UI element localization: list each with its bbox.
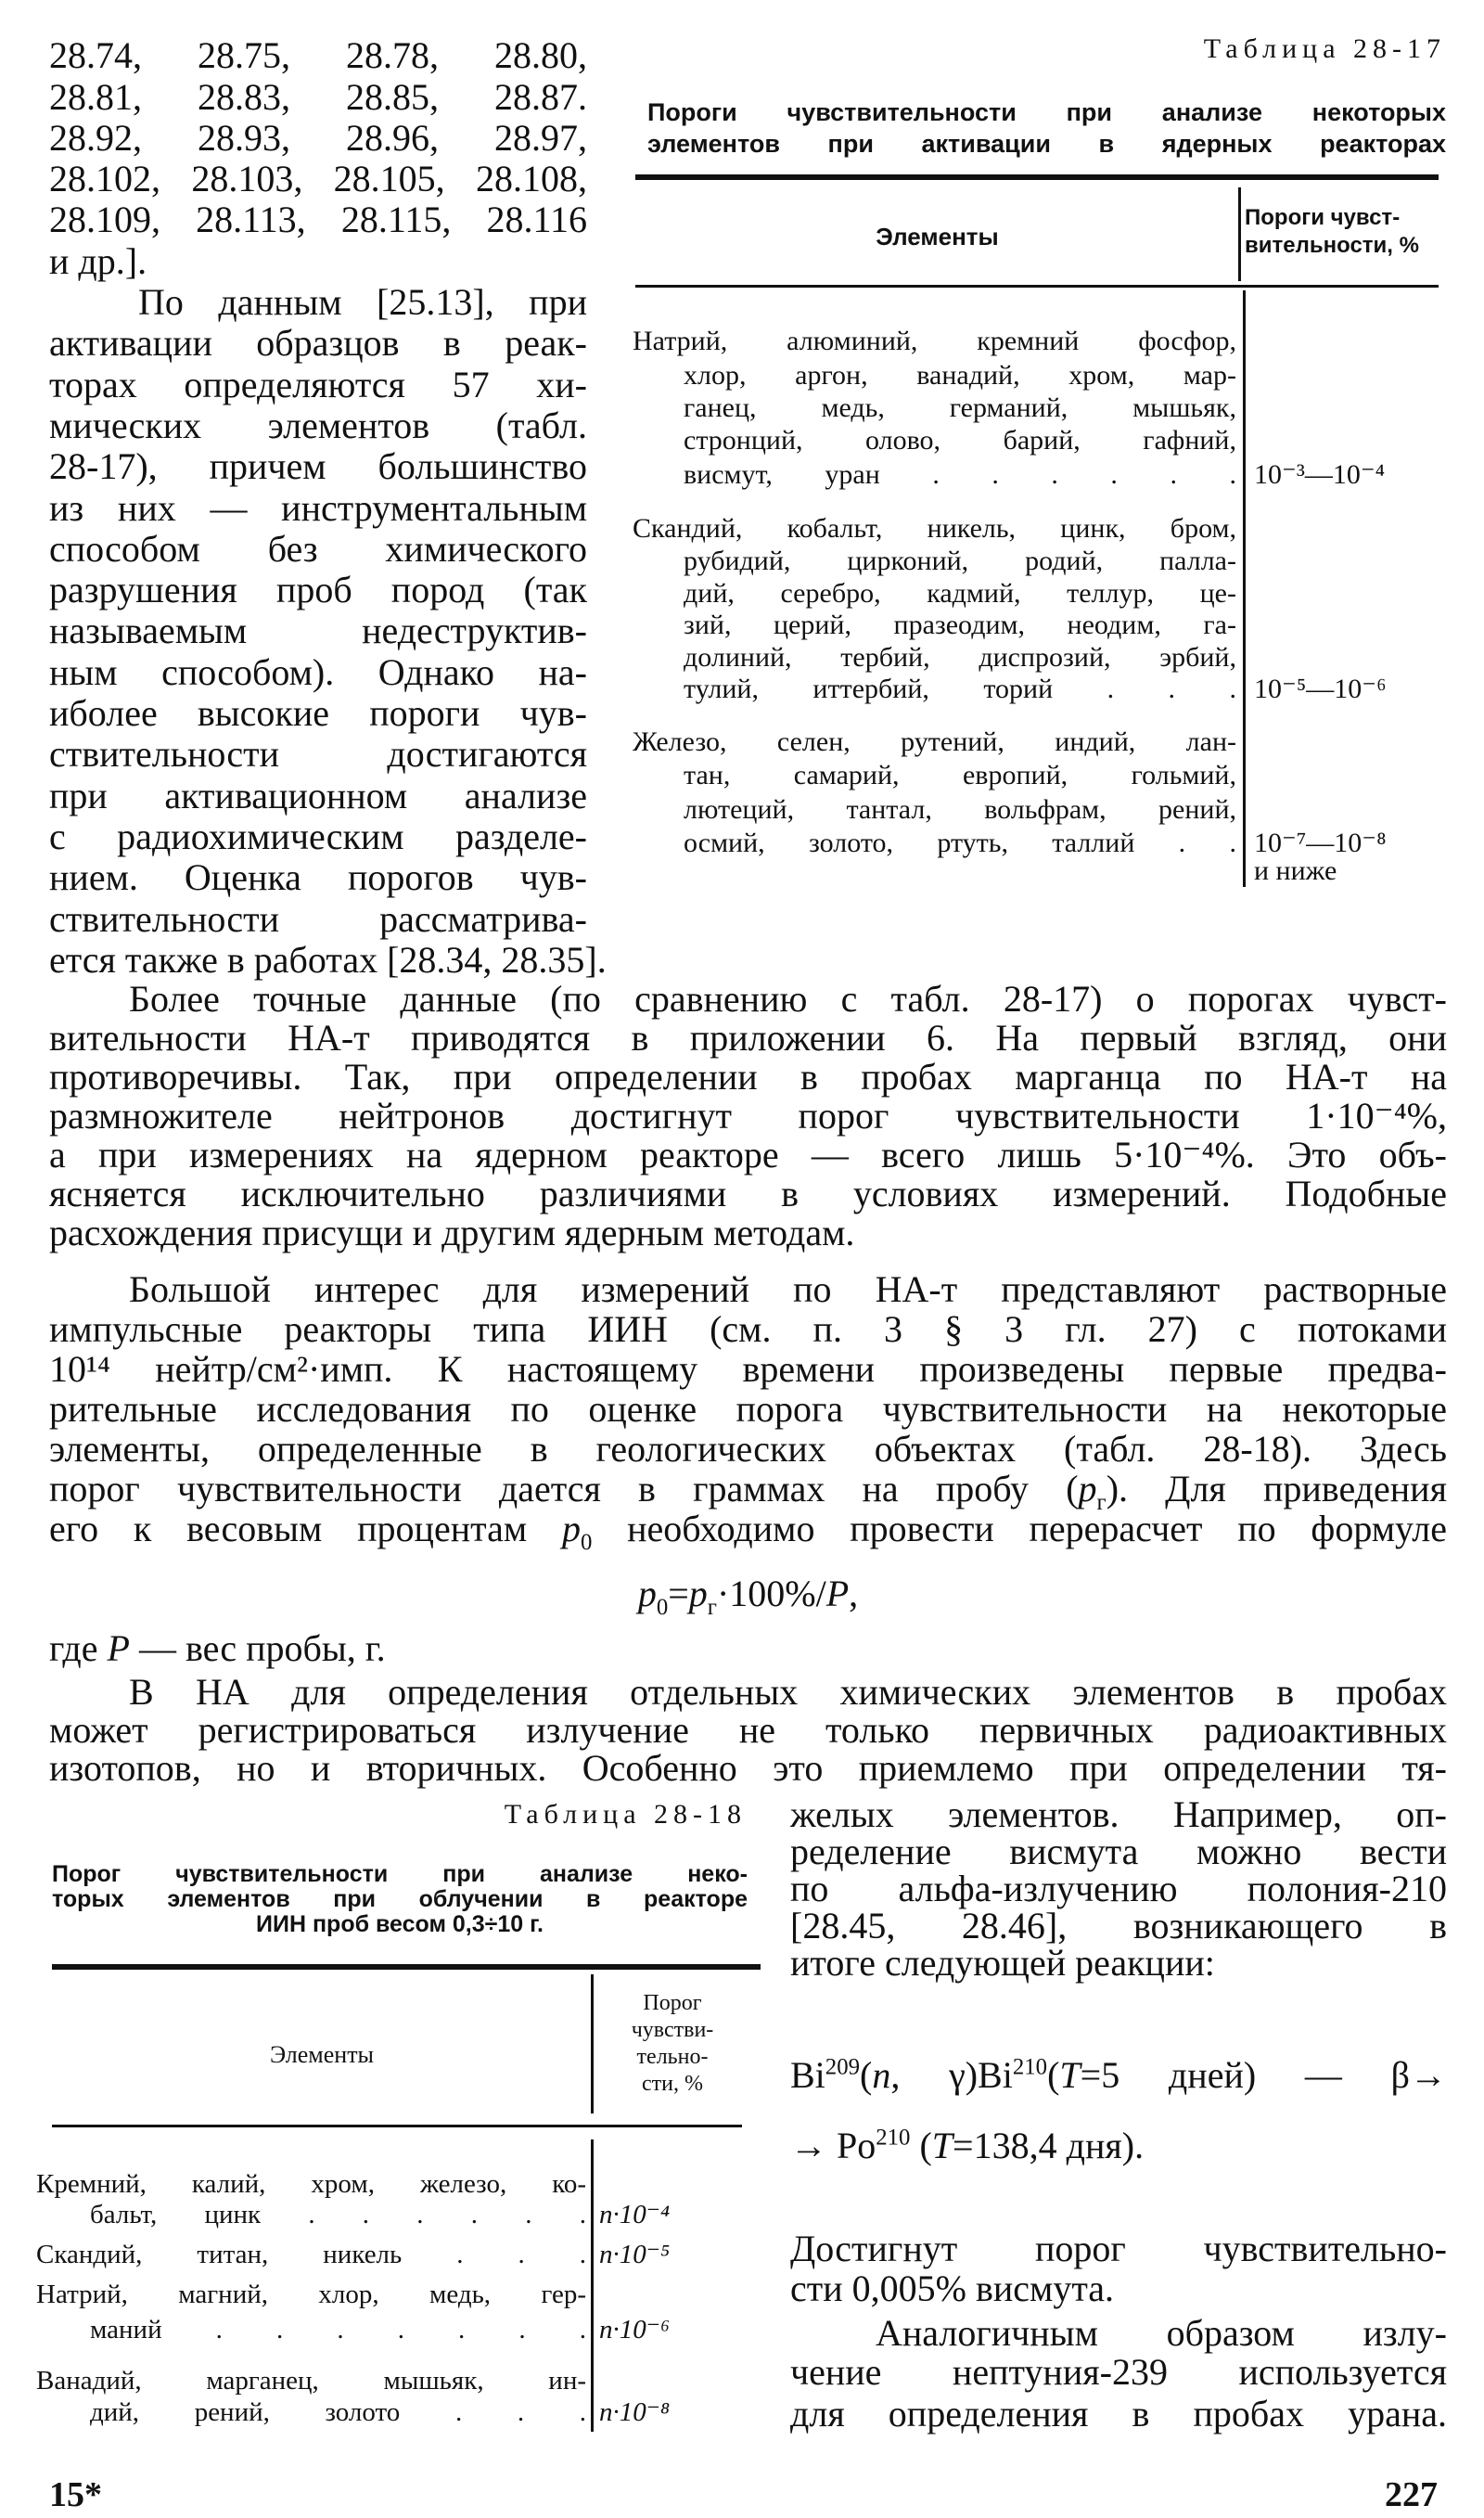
body-text-line: импульсные реакторы типа ИИН (см. п. 3 § 3 гл. 27) с потоками [49, 1308, 1447, 1351]
column-divider [1243, 290, 1246, 887]
body-text-line: Большой интерес для измерений по НА-т представляют растворные [129, 1268, 1447, 1311]
column-header-threshold: тельно- [636, 2045, 709, 2070]
text-segment: его к весовым процентам [49, 1508, 562, 1550]
text-segment: =138,4 дня). [953, 2125, 1145, 2167]
table-cell-elements: Ванадий, марганец, мышьяк, ин- [36, 2366, 586, 2396]
body-text-line: [28.45, 28.46], возникающего в [790, 1905, 1447, 1947]
table-cell-elements: ганец, медь, германий, мышьяк, [684, 392, 1236, 424]
text-segment: 210 [876, 2125, 911, 2151]
table-cell-elements: стронций, олово, барий, гафний, [684, 425, 1236, 456]
body-text-line: 28.109, 28.113, 28.115, 28.116 [49, 199, 587, 241]
body-text-line: 28.102, 28.103, 28.105, 28.108, [49, 158, 587, 200]
table-title: элементов при активации в ядерных реакторах [647, 130, 1446, 159]
table-cell-elements: рубидий, цирконий, родий, палла- [684, 546, 1236, 577]
body-text-line: противоречивы. Так, при определении в пробах марганца по НА-т на [49, 1056, 1447, 1098]
table-cell-elements: Кремний, калий, хром, железо, ко- [36, 2169, 586, 2200]
table-top-rule [52, 1964, 761, 1970]
table-cell-elements: бальт, цинк . . . . . . [90, 2200, 586, 2230]
text-segment: г [707, 1595, 717, 1621]
table-cell-elements: маний . . . . . . . [90, 2315, 586, 2345]
table-cell-elements: Натрий, магний, хлор, медь, гер- [36, 2280, 586, 2310]
text-segment: — вес пробы, г. [129, 1627, 386, 1670]
text-segment: p [637, 1573, 657, 1615]
table-cell-elements: лютеций, тантал, вольфрам, рений, [684, 794, 1236, 826]
column-header-elements: Элементы [269, 2040, 375, 2068]
text-segment: порог чувствительности дается в граммах на пробу ( [49, 1468, 1079, 1510]
column-header-threshold: Пороги чувст- [1245, 205, 1401, 231]
body-text-line: рительные исследования по оценке порога чувствительности на некоторые [49, 1388, 1447, 1431]
body-text-line: ствительности рассматрива- [49, 897, 587, 940]
table-cell-elements: Скандий, кобальт, никель, цинк, бром, [633, 513, 1236, 545]
formula [49, 1572, 1447, 1621]
text-segment: г [1096, 1490, 1107, 1516]
body-text-line: Достигнут порог чувствительно- [790, 2228, 1447, 2270]
text-segment: =5 дней) — β→ [1080, 2054, 1447, 2097]
table-cell-threshold: n·10⁻⁴ [599, 2200, 671, 2230]
text-segment: → Po [790, 2125, 876, 2167]
reaction-equation [790, 2053, 1447, 2098]
body-text-line: 28.74, 28.75, 28.78, 28.80, [49, 34, 587, 77]
column-header-threshold: вительности, % [1245, 233, 1419, 259]
table-top-rule [635, 174, 1439, 180]
column-header-threshold: Порог [643, 1991, 702, 2016]
text-segment: , γ)Bi [890, 2054, 1013, 2097]
body-text-line: активации образцов в реак- [49, 322, 587, 365]
body-text-line: иболее высокие пороги чув- [49, 692, 587, 734]
page-number: 227 [1385, 2475, 1438, 2515]
table-cell-threshold: и ниже [1254, 855, 1337, 887]
reaction-equation [790, 2124, 1144, 2168]
body-text-line: ределение висмута можно вести [790, 1831, 1447, 1873]
table-cell-elements: хлор, аргон, ванадий, хром, мар- [684, 360, 1236, 392]
body-text-line: итоге следующей реакции: [790, 1942, 1215, 1985]
body-text-line: может регистрироваться излучение не только первичных радиоактивных [49, 1709, 1447, 1752]
body-text-line: ствительности достигаются [49, 733, 587, 776]
body-text-line: а при измерениях на ядерном реакторе — всего лишь 5·10⁻⁴%. Это объ- [49, 1134, 1447, 1176]
table-cell-elements: долиний, тербий, диспрозий, эрбий, [684, 642, 1236, 674]
column-header-elements: Элементы [876, 222, 999, 251]
body-text-line: из них — инструментальным [49, 486, 587, 529]
text-segment: P [107, 1627, 130, 1670]
body-text-line: ется также в работах [28.34, 28.35]. [49, 938, 607, 981]
text-segment: 0 [580, 1530, 593, 1556]
text-segment: 0 [656, 1595, 669, 1621]
text-segment: Bi [790, 2054, 825, 2097]
text-segment: = [668, 1573, 689, 1615]
header-bottom-rule [635, 285, 1439, 288]
column-divider [591, 2139, 594, 2432]
body-text-line: чение нептуния-239 используется [790, 2351, 1447, 2394]
table-cell-elements: осмий, золото, ртуть, таллий . . [684, 828, 1236, 859]
body-text-line: для определения в пробах урана. [790, 2393, 1447, 2435]
table-cell-threshold: 10⁻³—10⁻⁴ [1254, 459, 1386, 491]
body-text-line: желых элементов. Например, оп- [790, 1793, 1447, 1836]
table-cell-threshold: 10⁻⁷—10⁻⁸ [1254, 828, 1387, 859]
body-text-line: мических элементов (табл. [49, 404, 587, 446]
body-text-line: с радиохимическим разделе- [49, 815, 587, 857]
text-segment: 210 [1012, 2054, 1048, 2080]
body-text-line: В НА для определения отдельных химических элементов в пробах [129, 1671, 1447, 1714]
footer-signature: 15* [49, 2475, 102, 2515]
header-bottom-rule [52, 2125, 742, 2127]
text-segment: P [825, 1573, 850, 1615]
body-text-line: По данным [25.13], при [138, 281, 587, 323]
body-text-line: вительности НА-т приводятся в приложении 6. На первый взгляд, они [49, 1017, 1447, 1060]
table-cell-elements: зий, церий, празеодим, неодим, га- [684, 610, 1236, 641]
body-text-line: расхождения присущи и другим ядерным методам. [49, 1212, 855, 1254]
text-segment: p [688, 1573, 708, 1615]
body-text-line: называемым недеструктив- [49, 610, 587, 652]
text-segment: ( [910, 2125, 932, 2167]
table-title: Порог чувствительности при анализе неко- [52, 1860, 748, 1887]
body-text-line: нием. Оценка порогов чув- [49, 856, 587, 899]
text-segment: ( [1047, 2054, 1060, 2097]
text-segment: ( [860, 2054, 873, 2097]
table-cell-threshold: n·10⁻⁸ [599, 2397, 671, 2428]
body-text-line: ясняется исключительно различиями в условиях измерений. Подобные [49, 1173, 1447, 1215]
body-text-line: Аналогичным образом излу- [876, 2312, 1447, 2355]
body-text-line: и др.]. [49, 239, 147, 282]
table-cell-threshold: n·10⁻⁶ [599, 2315, 671, 2345]
body-text-line: 28-17), причем большинство [49, 445, 587, 488]
header-divider [591, 1974, 594, 2113]
column-header-threshold: сти, % [642, 2072, 703, 2097]
body-text-line [49, 1626, 386, 1671]
table-caption: Таблица 28-17 [1203, 33, 1446, 65]
text-segment: ). Для приведения [1106, 1468, 1447, 1510]
table-cell-elements: тан, самарий, европий, гольмий, [684, 760, 1236, 791]
table-cell-threshold: 10⁻⁵—10⁻⁶ [1254, 674, 1387, 705]
body-text-line: 28.92, 28.93, 28.96, 28.97, [49, 116, 587, 159]
body-text-line: 28.81, 28.83, 28.85, 28.87. [49, 75, 587, 118]
text-segment: необходимо провести перерасчет по формуле [592, 1508, 1447, 1550]
text-segment: где [49, 1627, 108, 1670]
table-title: торых элементов при облучении в реакторе [52, 1885, 748, 1912]
text-segment: p [1078, 1468, 1097, 1510]
text-segment: T [931, 2125, 953, 2167]
body-text-line: способом без химического [49, 527, 587, 570]
column-header-threshold: чувстви- [631, 2018, 714, 2043]
table-cell-elements: Железо, селен, рутений, индий, лан- [633, 726, 1236, 758]
body-text-line: элементы, определенные в геологических объектах (табл. 28-18). Здесь [49, 1428, 1447, 1471]
table-cell-elements: тулий, иттербий, торий . . . [684, 674, 1236, 705]
body-text-line: ным способом). Однако на- [49, 650, 587, 693]
table-cell-elements: Натрий, алюминий, кремний фосфор, [633, 326, 1236, 357]
table-title: Пороги чувствительности при анализе некоторых [647, 98, 1446, 127]
table-cell-elements: дий, серебро, кадмий, теллур, це- [684, 578, 1236, 610]
text-segment: ·100%/ [716, 1573, 826, 1615]
body-text-line: при активационном анализе [49, 774, 587, 816]
body-text-line: сти 0,005% висмута. [790, 2267, 1115, 2310]
text-segment: p [561, 1508, 581, 1550]
table-cell-threshold: n·10⁻⁵ [599, 2240, 671, 2270]
header-divider [1238, 187, 1241, 281]
body-text-line: размножителе нейтронов достигнут порог чувствительности 1·10⁻⁴%, [49, 1095, 1447, 1137]
body-text-line [49, 1507, 1447, 1556]
text-segment: 209 [825, 2054, 860, 2080]
body-text-line: изотопов, но и вторичных. Особенно это приемлемо при определении тя- [49, 1747, 1447, 1790]
body-text-line: 10¹⁴ нейтр/см²·имп. К настоящему времени произведены первые предва- [49, 1348, 1447, 1391]
text-segment: , [849, 1573, 859, 1615]
body-text-line: торах определяются 57 хи- [49, 363, 587, 405]
body-text-line [49, 1467, 1447, 1516]
table-caption: Таблица 28-18 [504, 1799, 747, 1831]
text-segment: T [1059, 2054, 1081, 2097]
body-text-line: Более точные данные (по сравнению с табл. 28-17) о порогах чувст- [129, 978, 1447, 1021]
body-text-line: разрушения проб пород (так [49, 569, 587, 611]
table-cell-elements: Скандий, титан, никель . . . [36, 2240, 586, 2270]
body-text-line: по альфа-излучению полония-210 [790, 1868, 1447, 1910]
table-cell-elements: дий, рений, золото . . . [90, 2397, 586, 2428]
table-cell-elements: висмут, уран . . . . . . [684, 459, 1236, 491]
text-segment: n [872, 2054, 891, 2097]
table-title: ИИН проб весом 0,3÷10 г. [256, 1910, 544, 1937]
